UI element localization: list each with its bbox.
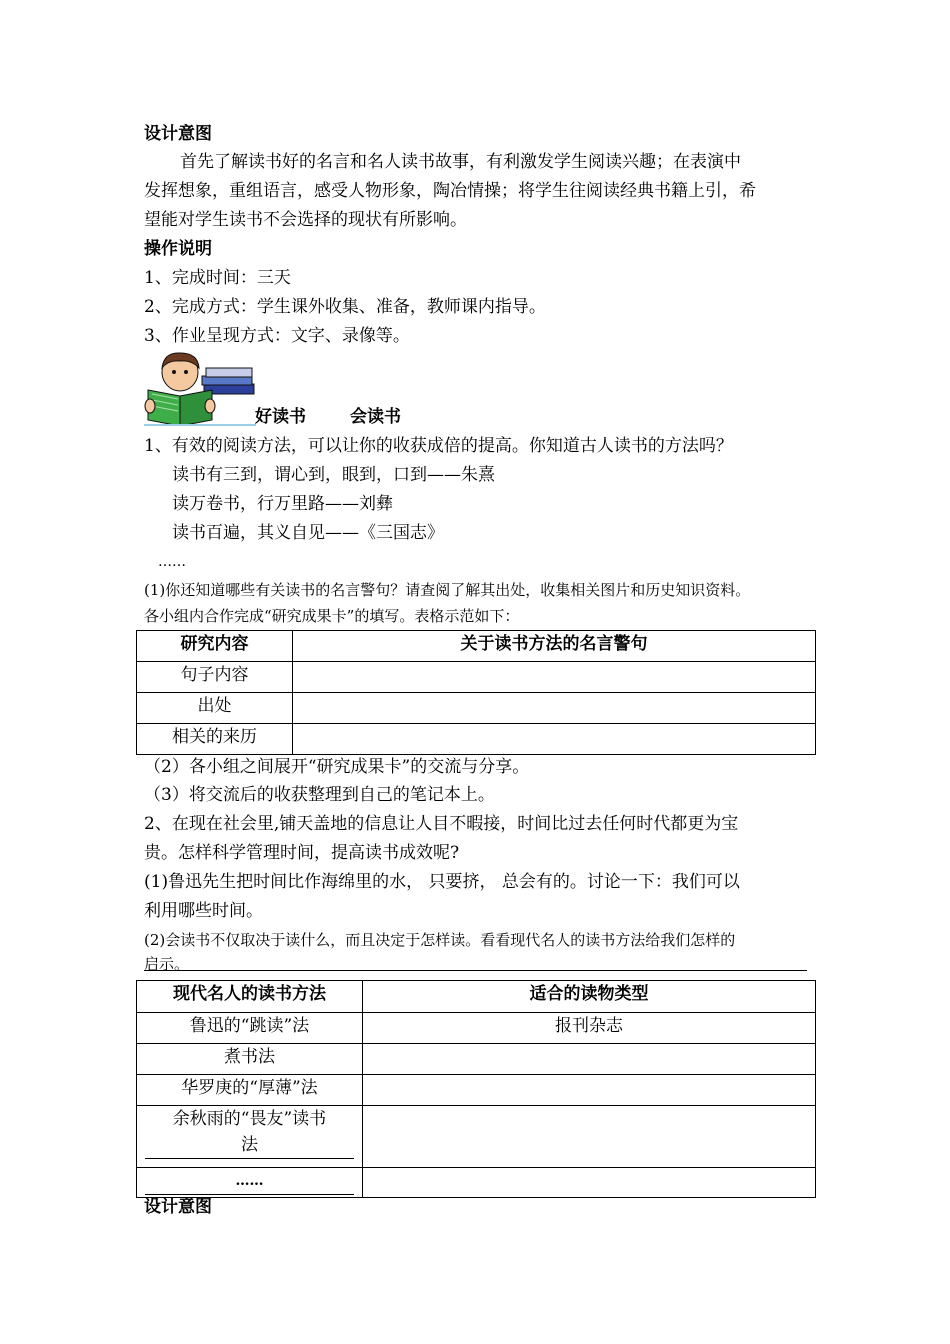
- research-result-card-table: [136, 630, 816, 755]
- boy-reading-book-icon: [144, 350, 256, 426]
- part2-sub2-line1: (2)会读书不仅取决于读什么，而且决定于怎样读。看看现代名人的读书方法给我们怎样的: [144, 931, 736, 949]
- table-row: [137, 693, 816, 724]
- instructions-heading: 操作说明: [144, 239, 212, 259]
- design-intent-heading: 设计意图: [144, 124, 212, 144]
- table-cell: [137, 1168, 363, 1198]
- table-cell: 华罗庚的“厚薄”法: [137, 1075, 363, 1106]
- banner-title-read-well: 好读书: [255, 407, 306, 427]
- table-cell-ellipsis: ……: [145, 1168, 354, 1195]
- table-cell: 出处: [137, 693, 293, 724]
- banner-title-read-smart: 会读书: [350, 407, 401, 427]
- part2-line1: 2、在现在社会里,铺天盖地的信息让人目不暇接，时间比过去任何时代都更为宝: [144, 814, 739, 834]
- table-cell-line: 法: [145, 1132, 354, 1159]
- table-row: [137, 1106, 816, 1168]
- design-intent-para-line3: 望能对学生读书不会选择的现状有所影响。: [144, 210, 467, 230]
- table-cell-multiline: [137, 1106, 363, 1168]
- instruction-item: 3、作业呈现方式：文字、录像等。: [144, 326, 410, 346]
- table-header-cell: 适合的读物类型: [363, 981, 816, 1013]
- part1-task-line2: 各小组内合作完成“研究成果卡”的填写。表格示范如下：: [144, 607, 520, 625]
- design-intent-para-line1: 首先了解读书好的名言和名人读书故事，有利激发学生阅读兴趣；在表演中: [180, 152, 741, 172]
- instruction-item: 2、完成方式：学生课外收集、准备，教师课内指导。: [144, 297, 546, 317]
- table-cell-empty[interactable]: [363, 1168, 816, 1198]
- table-header-row: [137, 631, 816, 662]
- horizontal-rule: [144, 970, 807, 971]
- reading-methods-table: [136, 980, 816, 1198]
- table-cell-empty[interactable]: [293, 662, 816, 693]
- instruction-item: 1、完成时间：三天: [144, 268, 291, 288]
- table-row: [137, 1168, 816, 1198]
- table-cell-empty[interactable]: [293, 693, 816, 724]
- table-cell-empty[interactable]: [363, 1044, 816, 1075]
- table-row: [137, 1075, 816, 1106]
- table-header-cell: 关于读书方法的名言警句: [293, 631, 816, 662]
- table-row: [137, 662, 816, 693]
- quote-line: 读万卷书，行万里路——刘彝: [172, 494, 393, 514]
- part2-sub2-line2: 启示。: [144, 955, 190, 973]
- table-cell-empty[interactable]: [363, 1106, 816, 1168]
- table-header-row: [137, 981, 816, 1013]
- table-cell: 句子内容: [137, 662, 293, 693]
- part2-sub1-line2: 利用哪些时间。: [144, 901, 263, 921]
- table-header-cell: 现代名人的读书方法: [137, 981, 363, 1013]
- part2-sub1-line1: (1)鲁迅先生把时间比作海绵里的水， 只要挤， 总会有的。讨论一下：我们可以: [144, 872, 740, 892]
- part1-step3: （3）将交流后的收获整理到自己的笔记本上。: [144, 785, 495, 805]
- quote-line: 读书有三到，谓心到，眼到，口到——朱熹: [172, 465, 495, 485]
- table-header-cell: 研究内容: [137, 631, 293, 662]
- table-cell: 相关的来历: [137, 724, 293, 755]
- ellipsis: ……: [158, 554, 186, 570]
- table-cell-empty[interactable]: [293, 724, 816, 755]
- table-cell: 报刊杂志: [363, 1013, 816, 1044]
- table-cell: 煮书法: [137, 1044, 363, 1075]
- part1-question: 1、有效的阅读方法，可以让你的收获成倍的提高。你知道古人读书的方法吗？: [144, 436, 733, 456]
- table-row: [137, 1044, 816, 1075]
- table-row: [137, 724, 816, 755]
- part2-line2: 贵。怎样科学管理时间，提高读书成效呢?: [144, 843, 460, 863]
- table-cell: 鲁迅的“跳读”法: [137, 1013, 363, 1044]
- quote-line: 读书百遍，其义自见——《三国志》: [172, 523, 444, 543]
- part1-task-line1: (1)你还知道哪些有关读书的名言警句？请查阅了解其出处，收集相关图片和历史知识资料。: [144, 581, 751, 599]
- design-intent-heading-footer: 设计意图: [144, 1197, 212, 1217]
- table-row: [137, 1013, 816, 1044]
- design-intent-para-line2: 发挥想象，重组语言，感受人物形象，陶冶情操；将学生往阅读经典书籍上引，希: [144, 181, 756, 201]
- table-cell-empty[interactable]: [363, 1075, 816, 1106]
- table-cell-line: 余秋雨的“畏友”读书: [172, 1109, 327, 1129]
- part1-step2: （2）各小组之间展开“研究成果卡”的交流与分享。: [144, 757, 530, 777]
